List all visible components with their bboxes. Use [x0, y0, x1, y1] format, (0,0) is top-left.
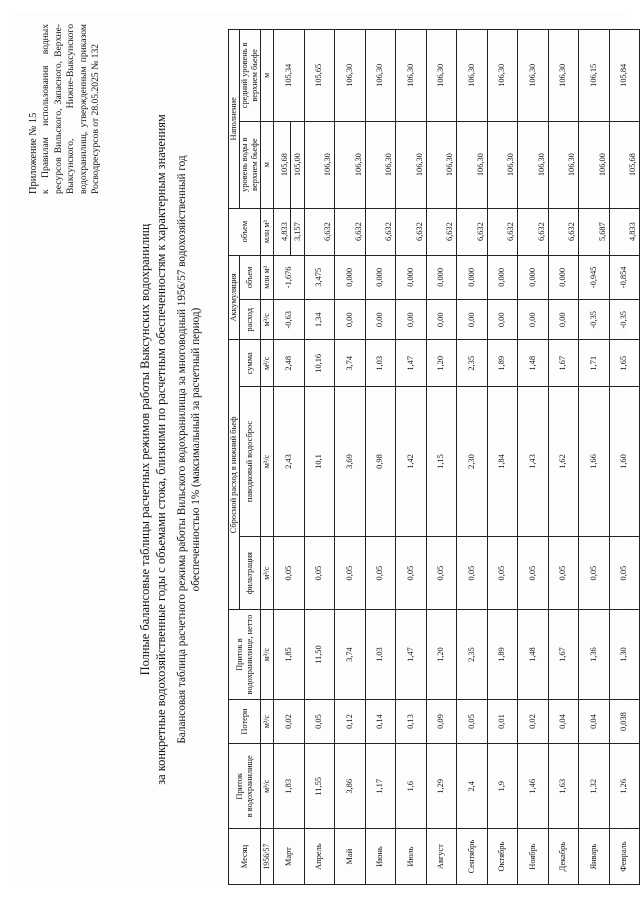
unit-acc-flow: м³/с [261, 300, 274, 340]
cell-acc-flow: 0,00 [548, 300, 579, 340]
cell-inflow-net: 1,89 [487, 610, 518, 699]
cell-filtration: 0,05 [518, 536, 549, 610]
table-row [426, 30, 457, 885]
header-acc-flow: расход [240, 300, 261, 340]
cell-level-avg: 105,84 [609, 30, 640, 122]
header-volume: объем [229, 208, 261, 255]
cell-spillway: 1,66 [579, 387, 610, 537]
cell-acc-volume: 0,000 [365, 255, 396, 300]
cell-inflow: 1,83 [274, 744, 305, 829]
table-row [457, 30, 488, 885]
cell-month: Август [426, 829, 457, 885]
header-acc-volume: объем [240, 255, 261, 300]
heading-line-2: за конкретные водохозяйственные годы с объемами стока, близкими по расчетным обеспеченностям к характерным значениям [153, 114, 168, 785]
table-row [274, 30, 305, 885]
document-heading [138, 0, 169, 899]
cell-inflow: 1,63 [548, 744, 579, 829]
cell-filtration: 0,05 [396, 536, 427, 610]
cell-filtration: 0,05 [304, 536, 335, 610]
cell-inflow-net: 1,36 [579, 610, 610, 699]
cell-spillway: 1,60 [609, 387, 640, 537]
cell-acc-volume: 0,000 [335, 255, 366, 300]
cell-losses: 0,05 [304, 699, 335, 744]
header-accumulation: Аккумуляция [229, 255, 240, 340]
cell-level-end: 106,30 [304, 121, 335, 208]
unit-losses: м³/с [261, 699, 274, 744]
cell-sum: 3,74 [335, 340, 366, 387]
cell-filtration: 0,05 [335, 536, 366, 610]
cell-level-avg: 106,30 [487, 30, 518, 122]
cell-losses: 0,14 [365, 699, 396, 744]
cell-filtration: 0,05 [548, 536, 579, 610]
cell-inflow: 1,6 [396, 744, 427, 829]
cell-losses: 0,01 [487, 699, 518, 744]
cell-month: Апрель [304, 829, 335, 885]
cell-acc-volume: 0,000 [548, 255, 579, 300]
cell-level-end: 106,30 [457, 121, 488, 208]
cell-level-end: 106,00 [579, 121, 610, 208]
cell-acc-volume: -0,854 [609, 255, 640, 300]
cell-acc-flow: 0,00 [487, 300, 518, 340]
cell-inflow-net: 3,74 [335, 610, 366, 699]
cell-level-end: 106,30 [396, 121, 427, 208]
cell-losses: 0,05 [457, 699, 488, 744]
heading-line-1: Полные балансовые таблицы расчетных режимов работы Выксунских водохранилищ [138, 223, 152, 676]
cell-level-avg: 106,30 [365, 30, 396, 122]
cell-losses: 0,13 [396, 699, 427, 744]
cell-acc-flow: -0,35 [579, 300, 610, 340]
cell-level-end: 106,30 [365, 121, 396, 208]
cell-inflow: 1,46 [518, 744, 549, 829]
table-row [518, 30, 549, 885]
table-row [335, 30, 366, 885]
appendix-block [28, 24, 102, 194]
initial-level: 105,68 [280, 122, 291, 208]
cell-level-avg: 105,65 [304, 30, 335, 122]
cell-spillway: 1,62 [548, 387, 579, 537]
cell-sum: 1,47 [396, 340, 427, 387]
cell-level-value: 105,00 [292, 153, 302, 177]
cell-level-avg: 106,30 [426, 30, 457, 122]
cell-acc-volume: 0,000 [426, 255, 457, 300]
cell-volume: 6,632 [426, 208, 457, 255]
cell-month: Май [335, 829, 366, 885]
cell-acc-volume: 0,000 [487, 255, 518, 300]
cell-sum: 1,67 [548, 340, 579, 387]
initial-volume: 4,833 [280, 209, 291, 255]
cell-inflow-net: 1,48 [518, 610, 549, 699]
cell-inflow-net: 11,50 [304, 610, 335, 699]
cell-level-avg: 106,30 [518, 30, 549, 122]
cell-sum: 1,71 [579, 340, 610, 387]
unit-inflow: м³/с [261, 744, 274, 829]
cell-volume: 6,632 [487, 208, 518, 255]
cell-losses: 0,02 [274, 699, 305, 744]
cell-filtration: 0,05 [365, 536, 396, 610]
cell-level-end: 106,30 [487, 121, 518, 208]
cell-volume: 6,632 [457, 208, 488, 255]
balance-table [228, 29, 640, 885]
cell-volume-value: 3,157 [292, 222, 302, 242]
header-level-end: уровень воды в верхнем бьефе [240, 121, 261, 208]
cell-inflow: 2,4 [457, 744, 488, 829]
caption-line-1: Балансовая таблица расчетного режима работы Вильского водохранилища за многоводный 1956/57 водохозяйственный год [176, 155, 188, 744]
cell-month: Февраль [609, 829, 640, 885]
cell-inflow-net: 2,35 [457, 610, 488, 699]
header-month: Месяц [229, 829, 261, 885]
table-row [548, 30, 579, 885]
cell-level-avg: 106,30 [396, 30, 427, 122]
unit-acc-volume: млн м³ [261, 255, 274, 300]
cell-losses: 0,038 [609, 699, 640, 744]
cell-losses: 0,04 [579, 699, 610, 744]
header-filtration: фильтрация [240, 536, 261, 610]
cell-month: Январь [579, 829, 610, 885]
cell-volume: 6,632 [548, 208, 579, 255]
table-row [609, 30, 640, 885]
cell-inflow: 1,29 [426, 744, 457, 829]
unit-volume: млн м³ [261, 208, 274, 255]
cell-month: Март [274, 829, 305, 885]
cell-sum: 1,65 [609, 340, 640, 387]
cell-level-avg: 105,34 [274, 30, 305, 122]
cell-spillway: 2,43 [274, 387, 305, 537]
cell-level-end: 106,30 [518, 121, 549, 208]
header-inflow [229, 744, 261, 829]
cell-acc-flow: 1,34 [304, 300, 335, 340]
cell-acc-volume: 0,000 [396, 255, 427, 300]
cell-acc-volume: -1,676 [274, 255, 305, 300]
cell-level-end [274, 121, 305, 208]
table-row [396, 30, 427, 885]
cell-spillway: 0,98 [365, 387, 396, 537]
cell-spillway: 10,1 [304, 387, 335, 537]
cell-sum: 2,35 [457, 340, 488, 387]
cell-acc-flow: 0,00 [426, 300, 457, 340]
table-caption [176, 0, 203, 899]
cell-spillway: 2,30 [457, 387, 488, 537]
cell-acc-volume: -0,945 [579, 255, 610, 300]
cell-acc-flow: 0,00 [335, 300, 366, 340]
cell-inflow: 3,86 [335, 744, 366, 829]
cell-month: Октябрь [487, 829, 518, 885]
cell-filtration: 0,05 [426, 536, 457, 610]
header-inflow-label: Приток [234, 773, 244, 800]
cell-volume: 4,833 [609, 208, 640, 255]
cell-sum: 1,03 [365, 340, 396, 387]
unit-sum: м³/с [261, 340, 274, 387]
unit-spillway: м³/с [261, 387, 274, 537]
cell-losses: 0,12 [335, 699, 366, 744]
unit-inflow-net: м³/с [261, 610, 274, 699]
cell-sum: 10,16 [304, 340, 335, 387]
header-discharge: Сбросной расход в нижний бьеф [229, 340, 240, 610]
cell-level-end: 106,30 [335, 121, 366, 208]
cell-filtration: 0,05 [457, 536, 488, 610]
cell-sum: 1,89 [487, 340, 518, 387]
cell-level-end: 105,68 [609, 121, 640, 208]
cell-level-avg: 106,15 [579, 30, 610, 122]
table-row [579, 30, 610, 885]
header-spillway: паводковый водосброс [240, 387, 261, 537]
cell-filtration: 0,05 [274, 536, 305, 610]
cell-month: Ноябрь [518, 829, 549, 885]
cell-level-end: 106,30 [426, 121, 457, 208]
header-inflow-sub: в водохранилище [244, 755, 254, 818]
header-filling: Наполнение [229, 30, 240, 209]
cell-filtration: 0,05 [487, 536, 518, 610]
cell-inflow: 11,55 [304, 744, 335, 829]
cell-acc-volume: 0,000 [457, 255, 488, 300]
cell-inflow: 1,9 [487, 744, 518, 829]
cell-inflow-net: 1,67 [548, 610, 579, 699]
cell-acc-flow: -0,35 [609, 300, 640, 340]
cell-volume: 6,632 [518, 208, 549, 255]
cell-level-avg: 106,30 [548, 30, 579, 122]
cell-acc-flow: 0,00 [365, 300, 396, 340]
header-losses: Потери [229, 699, 261, 744]
caption-line-2: обеспеченностью 1% (максимальный за расчетный период) [189, 307, 202, 592]
cell-month: Июнь [365, 829, 396, 885]
cell-month: Декабрь [548, 829, 579, 885]
cell-spillway: 3,69 [335, 387, 366, 537]
cell-acc-flow: 0,00 [396, 300, 427, 340]
cell-acc-volume: 0,000 [518, 255, 549, 300]
cell-spillway: 1,15 [426, 387, 457, 537]
cell-sum: 1,20 [426, 340, 457, 387]
unit-level-avg: м [261, 30, 274, 122]
cell-month: Июль [396, 829, 427, 885]
cell-inflow: 1,26 [609, 744, 640, 829]
cell-losses: 0,09 [426, 699, 457, 744]
cell-spillway: 1,84 [487, 387, 518, 537]
header-inflow-net: Приток в водохранилище, нетто [229, 610, 261, 699]
cell-filtration: 0,05 [579, 536, 610, 610]
cell-inflow: 1,32 [579, 744, 610, 829]
cell-acc-volume: 3,475 [304, 255, 335, 300]
cell-sum: 2,48 [274, 340, 305, 387]
cell-month: Сентябрь [457, 829, 488, 885]
cell-losses: 0,02 [518, 699, 549, 744]
cell-inflow-net: 1,03 [365, 610, 396, 699]
cell-level-avg: 106,30 [457, 30, 488, 122]
cell-spillway: 1,42 [396, 387, 427, 537]
unit-level-end: м [261, 121, 274, 208]
header-sum: сумма [240, 340, 261, 387]
header-level-avg: средний уровень в верхнем бьефе [240, 30, 261, 122]
cell-volume: 6,632 [365, 208, 396, 255]
cell-filtration: 0,05 [609, 536, 640, 610]
cell-acc-flow: 0,00 [457, 300, 488, 340]
cell-inflow-net: 1,20 [426, 610, 457, 699]
cell-inflow-net: 1,30 [609, 610, 640, 699]
cell-inflow: 1,17 [365, 744, 396, 829]
unit-filtration: м³/с [261, 536, 274, 610]
table-row [365, 30, 396, 885]
cell-volume: 6,632 [335, 208, 366, 255]
cell-acc-flow: -0,63 [274, 300, 305, 340]
appendix-title: Приложение № 15 [28, 112, 39, 194]
cell-spillway: 1,43 [518, 387, 549, 537]
cell-volume [274, 208, 305, 255]
cell-volume: 5,687 [579, 208, 610, 255]
appendix-text: к Правилам использования водных ресурсов Вильского, Запасного, Верхне-Выксунского, Нижне-Выксунского водохранилищ, утвержденным приказом Росводресурсов от 28.05.2025 № 132 [40, 24, 102, 194]
cell-sum: 1,48 [518, 340, 549, 387]
cell-volume: 6,632 [396, 208, 427, 255]
cell-losses: 0,04 [548, 699, 579, 744]
cell-acc-flow: 0,00 [518, 300, 549, 340]
cell-level-end: 106,30 [548, 121, 579, 208]
cell-inflow-net: 1,47 [396, 610, 427, 699]
cell-level-avg: 106,30 [335, 30, 366, 122]
cell-volume: 6,632 [304, 208, 335, 255]
table-row [304, 30, 335, 885]
unit-year: 1956/57 [261, 829, 274, 885]
cell-inflow-net: 1,85 [274, 610, 305, 699]
table-row [487, 30, 518, 885]
